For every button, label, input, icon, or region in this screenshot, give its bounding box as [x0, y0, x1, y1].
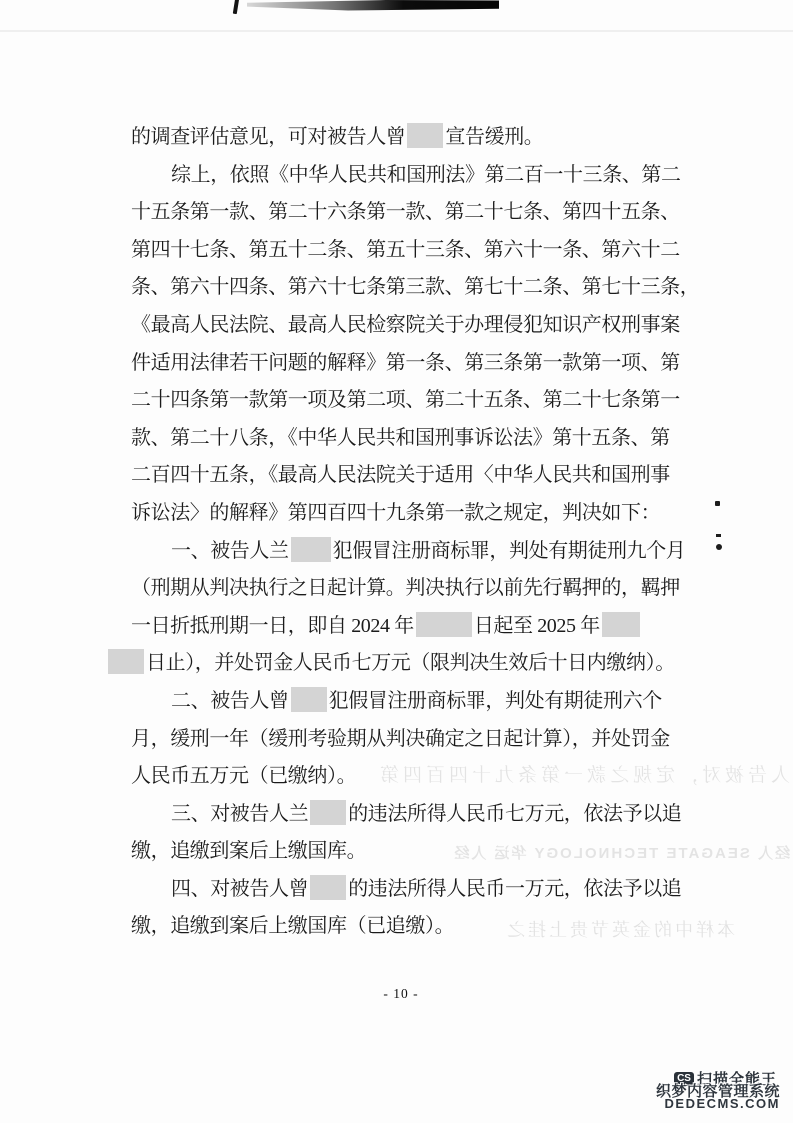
scan-edge-shadow-band	[247, 0, 499, 11]
redaction-box	[291, 687, 327, 712]
line-text: 月，缓刑一年（缓刑考验期从判决确定之日起计算），并处罚金	[131, 727, 670, 750]
dedecms-watermark-line2: DEDECMS.COM	[664, 1096, 780, 1111]
bleedthrough-text: 经人 SEAGATE TECHNOLOGY 华运 人经	[452, 845, 790, 862]
document-line	[131, 758, 676, 796]
line-text: 三、对被告人兰	[171, 802, 309, 825]
camscanner-logo-icon: CS	[674, 1072, 694, 1086]
watermark-group	[595, 1068, 785, 1116]
line-text: 二十四条第一款第一项及第二项、第二十五条、第二十七条第一	[131, 389, 680, 412]
redaction-box	[407, 123, 443, 148]
line-text: 犯假冒注册商标罪，判处有期徒刑九个月	[332, 539, 686, 562]
document-line	[131, 908, 676, 946]
document-line	[131, 269, 700, 307]
document-body	[131, 119, 700, 946]
line-text: 《最高人民法院、最高人民检察院关于办理侵犯知识产权刑事案	[131, 313, 680, 336]
document-line	[106, 645, 676, 683]
line-text: 件适用法律若干问题的解释》第一条、第三条第一款第一项、第	[131, 351, 680, 374]
line-text: 综上，依照《中华人民共和国刑法》第二百一十三条、第二	[171, 163, 681, 186]
document-line	[131, 345, 680, 383]
ink-speck	[716, 534, 721, 537]
line-text: 缴，追缴到案后上缴国库。	[131, 840, 367, 863]
line-text: 犯假冒注册商标罪，判处有期徒刑六个	[328, 689, 662, 712]
redaction-box	[291, 537, 331, 562]
document-line	[131, 608, 676, 646]
line-text: 十五条第一款、第二十六条第一款、第二十七条、第四十五条、	[131, 201, 680, 224]
line-text: 四、对被告人曾	[171, 877, 309, 900]
redaction-box	[602, 612, 640, 637]
document-line	[131, 157, 681, 195]
document-line	[131, 796, 682, 834]
line-text: 第四十七条、第五十二条、第五十三条、第六十一条、第六十二	[131, 238, 680, 261]
document-line	[131, 871, 682, 909]
line-text: 缴，追缴到案后上缴国库（已追缴）。	[131, 915, 455, 938]
document-line	[131, 232, 680, 270]
line-text: 的违法所得人民币一万元，依法予以追	[348, 877, 682, 900]
page-number: - 10 -	[383, 986, 419, 1001]
redaction-box	[310, 800, 346, 825]
document-line	[131, 533, 686, 571]
line-text: 日止），并处罚金人民币七万元（限判决生效后十日内缴纳）。	[146, 652, 675, 675]
line-text: 人民币五万元（已缴纳）。	[131, 765, 357, 788]
line-text: 二百四十五条，《最高人民法院关于适用〈中华人民共和国刑事	[131, 464, 670, 487]
document-line	[131, 570, 680, 608]
line-text: 诉讼法〉的解释》第四百四十九条第一款之规定，判决如下：	[131, 501, 661, 524]
line-text: 款、第二十八条，《中华人民共和国刑事诉讼法》第十五条、第	[131, 426, 670, 449]
document-line	[131, 457, 676, 495]
line-text: 的违法所得人民币七万元，依法予以追	[348, 802, 682, 825]
redaction-box	[310, 875, 346, 900]
line-text: 的调查评估意见，可对被告人曾	[131, 126, 406, 148]
bleedthrough-text: 人告被对，定规之款一第条九十四百四第	[375, 765, 790, 786]
bleedthrough-text: 本样中的金英节贵上挂之	[504, 920, 735, 940]
scan-edge-tick-mark	[233, 0, 239, 14]
line-text: 宣告缓刑。	[445, 126, 544, 148]
camscanner-label: 扫描全能王	[696, 1071, 777, 1088]
document-line	[131, 833, 676, 871]
document-line	[131, 495, 676, 533]
line-text: 一日折抵刑期一日，即自 2024 年	[131, 614, 414, 637]
line-text: 日起至 2025 年	[473, 614, 600, 637]
document-line	[131, 721, 676, 759]
document-line	[131, 382, 680, 420]
ink-speck	[715, 501, 720, 506]
line-text: （刑期从判决执行之日起计算。判决执行以前先行羁押的，羁押	[131, 577, 680, 600]
scan-horizontal-line-artifact	[0, 30, 793, 32]
ink-speck	[716, 544, 722, 550]
line-text: 一、被告人兰	[171, 539, 289, 562]
document-line	[131, 683, 676, 721]
document-line	[131, 307, 680, 345]
document-line	[131, 194, 680, 232]
redaction-box	[108, 649, 144, 674]
line-text: 二、被告人曾	[171, 689, 289, 712]
redaction-box	[416, 612, 472, 637]
document-line	[131, 119, 676, 157]
line-text: 条、第六十四条、第六十七条第三款、第七十二条、第七十三条，	[131, 276, 700, 299]
document-line	[131, 420, 676, 458]
dedecms-watermark-line1: 织梦内容管理系统	[655, 1083, 780, 1100]
